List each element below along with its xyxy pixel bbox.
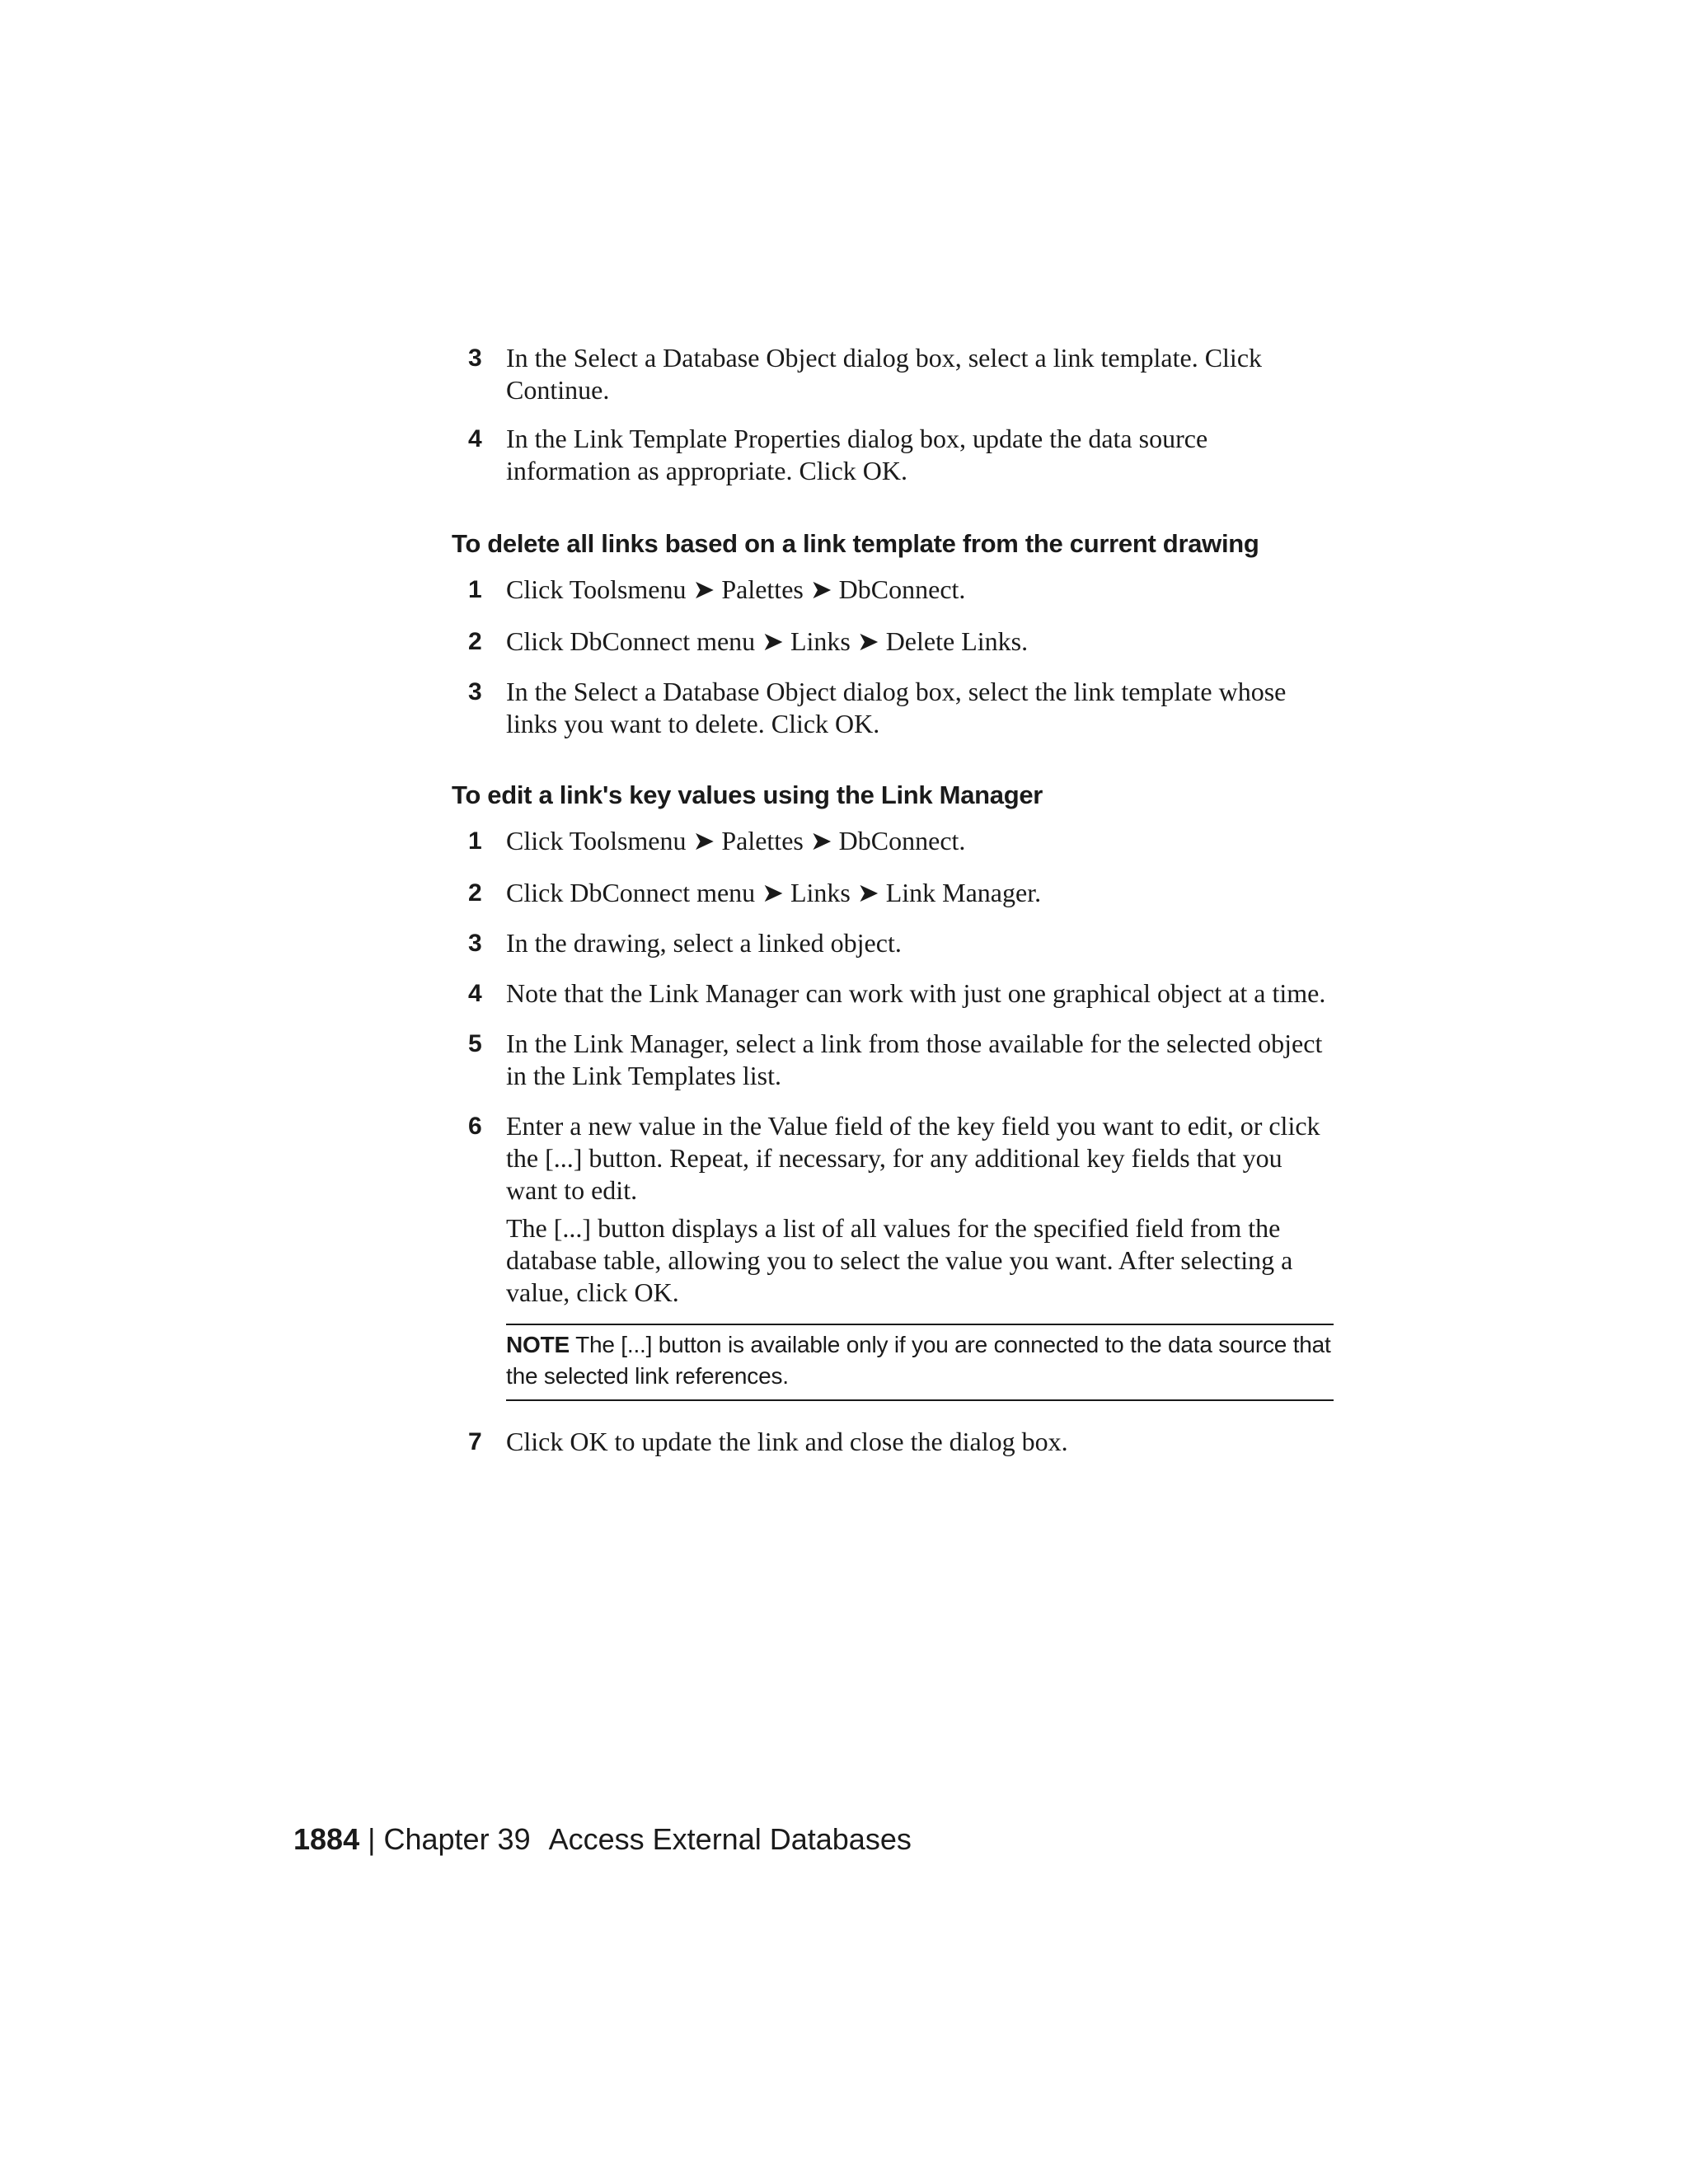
step-number: 3 <box>468 930 482 957</box>
step-number: 2 <box>468 879 482 907</box>
step-text: Click Toolsmenu ➤ Palettes ➤ DbConnect. <box>506 826 966 855</box>
page-content <box>452 342 1334 1458</box>
page-number: 1884 <box>293 1822 360 1856</box>
list-item <box>452 1028 1334 1092</box>
step-text: In the Select a Database Object dialog box, select a link template. Click Continue. <box>506 343 1263 405</box>
step-text: Enter a new value in the Value field of the key field you want to edit, or click the [...] button. Repeat, if necessary, for any additional key fields that you want to edit. <box>506 1111 1320 1205</box>
step-number: 2 <box>468 628 482 655</box>
list-item <box>452 676 1334 740</box>
step-number: 1 <box>468 576 482 603</box>
step-number: 4 <box>468 425 482 452</box>
section-heading-delete-links: To delete all links based on a link template from the current drawing <box>452 529 1259 558</box>
note-box <box>506 1324 1334 1401</box>
chapter-title: Access External Databases <box>548 1822 912 1856</box>
list-item <box>452 626 1334 658</box>
step-text: In the Select a Database Object dialog box, select the link template whose links you want to delete. Click OK. <box>506 677 1287 738</box>
step-text: In the Link Template Properties dialog box, update the data source information as appropriate. Click OK. <box>506 424 1208 485</box>
note-text: The [...] button is available only if you are connected to the data source that the selected link references. <box>506 1332 1331 1389</box>
step-text: Click DbConnect menu ➤ Links ➤ Link Manager. <box>506 878 1042 907</box>
note-label: NOTE <box>506 1332 570 1357</box>
list-item <box>452 423 1334 487</box>
list-item <box>452 877 1334 909</box>
list-item <box>452 574 1334 606</box>
list-item <box>452 342 1334 406</box>
step-number: 3 <box>468 678 482 705</box>
step-text: In the drawing, select a linked object. <box>506 928 902 958</box>
list-item <box>452 825 1334 857</box>
step-number: 6 <box>468 1113 482 1140</box>
step-text: Click Toolsmenu ➤ Palettes ➤ DbConnect. <box>506 574 966 604</box>
step-number: 1 <box>468 827 482 855</box>
list-item <box>452 977 1334 1010</box>
page-footer <box>293 1821 912 1858</box>
step-text: In the Link Manager, select a link from those available for the selected object in the Link Templates list. <box>506 1029 1323 1090</box>
step-number: 4 <box>468 980 482 1007</box>
list-item <box>452 1426 1334 1458</box>
step-number: 5 <box>468 1030 482 1057</box>
step-6-explanation: The [...] button displays a list of all values for the specified field from the database table, allowing you to select the value you want. After selecting a value, click OK. <box>506 1213 1293 1307</box>
footer-separator: | <box>368 1822 376 1856</box>
step-text: Note that the Link Manager can work with just one graphical object at a time. <box>506 978 1326 1008</box>
step-text: Click OK to update the link and close the dialog box. <box>506 1427 1068 1456</box>
step-number: 3 <box>468 344 482 372</box>
step-number: 7 <box>468 1428 482 1455</box>
step-text: Click DbConnect menu ➤ Links ➤ Delete Links. <box>506 626 1029 656</box>
list-item <box>452 927 1334 959</box>
list-item <box>452 1110 1334 1207</box>
chapter-label: Chapter 39 <box>383 1822 531 1856</box>
section-heading-edit-key-values: To edit a link's key values using the Link Manager <box>452 780 1043 809</box>
